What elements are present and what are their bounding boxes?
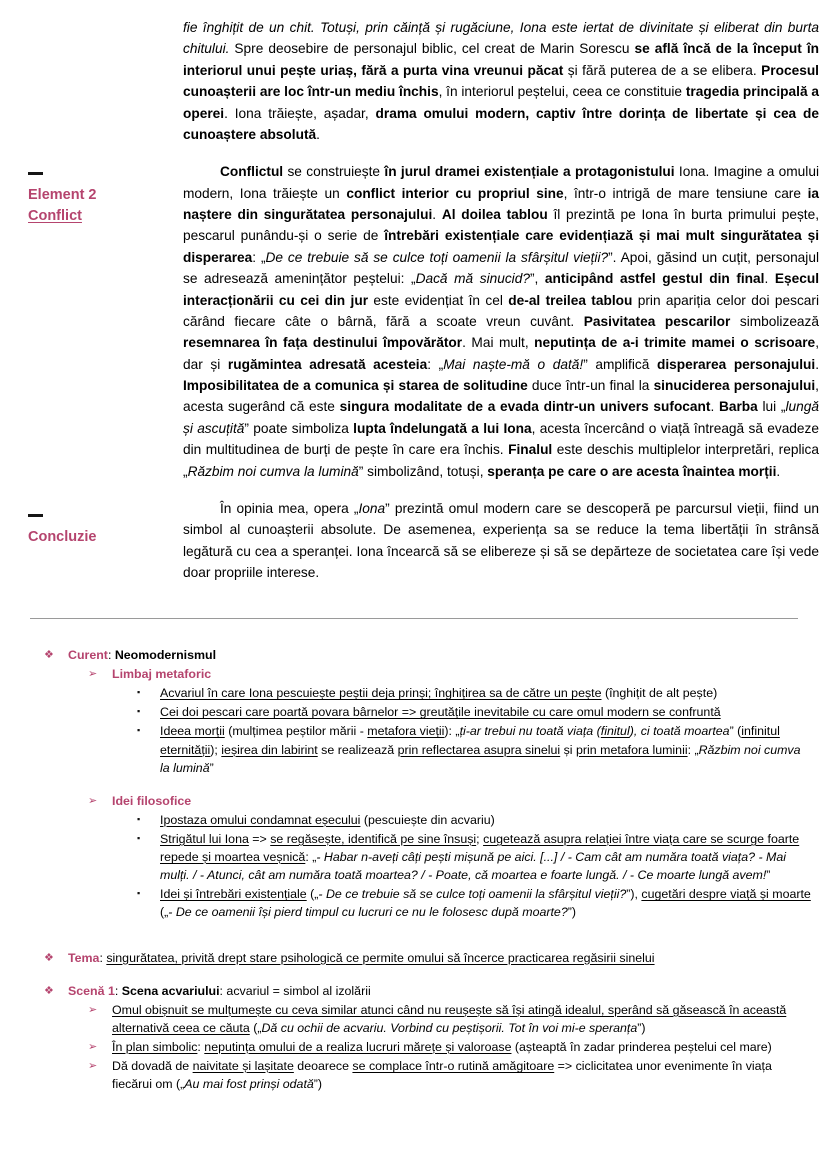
text-run: Dă cu ochii de acvariu. Vorbind cu peștișorii. Tot în voi mi-e speranța	[261, 1020, 638, 1035]
text-run: ”	[766, 868, 771, 883]
text-run: Al doilea tablou	[441, 207, 548, 222]
square-bullet-icon: ▪	[137, 832, 141, 843]
margin-label-text: Conflict	[28, 208, 82, 225]
text-run: - De ce trebuie să se culce toți oamenii la sfârșitul vieții?	[318, 887, 627, 902]
text-run: metafora vieții	[367, 724, 445, 739]
text-run: Iona	[358, 500, 386, 516]
text-run: ” simbolizând, totuși,	[358, 463, 488, 479]
text-run: Spre deosebire de personajul biblic, cel creat de Marin Sorescu	[229, 41, 635, 57]
text-run: : acvariul = simbol al izolării	[219, 983, 371, 998]
text-run: , acesta încercând o viață întreagă să evadeze din multitudinea de burți de pește în care era închis.	[183, 420, 819, 458]
text-run: („	[306, 887, 319, 902]
text-run: lungă și ascuțită	[183, 399, 819, 436]
note-text	[112, 1040, 772, 1054]
note-item	[40, 792, 812, 810]
text-run: Strigătul lui Iona	[160, 831, 249, 846]
text-run: de-al treilea tablou	[508, 292, 633, 308]
text-run: => ciclicitatea unor evenimente în viața fiecărui om („	[112, 1059, 772, 1092]
text-run: Ipostaza omului condamnat eșecului	[160, 812, 361, 827]
text-run: ” amplifică	[583, 356, 657, 372]
diamond-bullet-icon: ❖	[44, 984, 54, 997]
text-run: Tema	[68, 950, 100, 965]
text-run: ” prezintă omul modern care se descoperă pe parcursul vieții, fiind un simbol al cunoașterii absolute. De asemenea, experiența sa se reduce la tema libertății în strânsă legătură cu cea a speranței. Iona încearcă să se elibereze și să se depărteze de societatea care își vede doar propriile interese.	[183, 500, 820, 580]
text-run: : „	[252, 249, 266, 265]
note-item	[40, 1057, 812, 1093]
margin-label-element-2-conflict	[28, 172, 178, 227]
text-run: se regăsește, identifică pe sine însuși	[270, 831, 477, 846]
margin-label-text: Element 2	[28, 187, 97, 203]
dash-icon	[28, 514, 43, 517]
text-run: .	[316, 126, 320, 142]
text-run: Dacă mă sinucid?	[415, 271, 530, 287]
text-run: ”. Apoi, găsind un cuțit, personajul se adresează amenințător peștelui: „	[183, 249, 819, 287]
note-text	[112, 794, 191, 808]
text-run: Ideea morții	[160, 724, 225, 739]
text-run: Pasivitatea pescarilor	[583, 313, 731, 329]
text-run: De ce trebuie să se culce toți oamenii la sfârșitul vieții?	[265, 249, 609, 265]
text-run: Imposibilitatea de a comunica și starea de solitudine	[183, 378, 528, 393]
text-run: se realizează	[317, 742, 398, 757]
note-item	[40, 830, 812, 884]
text-run: („	[160, 905, 169, 920]
text-run: .	[710, 399, 719, 415]
text-run: . Mai mult,	[462, 335, 535, 351]
text-run: este deschis multiplelor interpretări, replica „	[183, 442, 819, 479]
text-run: deoarece	[293, 1059, 353, 1074]
text-run: ),	[629, 724, 641, 739]
text-run: , într-o intrigă de mare tensiune care	[563, 185, 808, 201]
text-run: naivitate și lașitate	[192, 1059, 294, 1074]
text-run: ”)	[637, 1020, 646, 1035]
note-text	[160, 686, 717, 700]
text-run: cugetează asupra relației între viața care se scurge foarte repede și moartea veșnică	[160, 831, 800, 865]
text-run: .	[432, 207, 442, 222]
text-run: Limbaj metaforic	[112, 667, 212, 682]
note-text	[112, 1003, 786, 1035]
text-run: Idei filosofice	[112, 793, 192, 808]
text-run: Finalul	[508, 442, 553, 458]
text-run: );	[210, 742, 222, 757]
note-text	[112, 667, 211, 681]
text-run: și fără puterea de a se elibera.	[563, 62, 762, 78]
text-run: ”,	[529, 271, 545, 287]
text-run: conflict interior cu propriul sine	[346, 185, 564, 201]
text-run: ți-ar trebui nu toată viața	[459, 724, 594, 739]
text-run: lupta îndelungată a lui Iona	[353, 420, 532, 436]
text-run: .	[815, 356, 820, 372]
text-run: : „	[687, 742, 699, 757]
text-run: Dă dovadă de	[112, 1059, 193, 1074]
text-run: Scenă 1	[68, 983, 115, 998]
text-run: ”)	[313, 1077, 323, 1092]
text-run: :	[107, 648, 115, 662]
text-run: : „	[427, 356, 444, 372]
text-run: .	[764, 271, 775, 287]
text-run: ”),	[626, 887, 642, 902]
square-bullet-icon: ▪	[137, 687, 141, 698]
text-run: Eșecul interacționării cu cei din jur	[183, 271, 820, 308]
text-run: (așteaptă în zadar prinderea peștelui cel mare)	[511, 1039, 772, 1054]
text-run: Neomodernismul	[114, 648, 217, 662]
text-run: resemnarea în fața destinului împovărător	[183, 335, 463, 351]
text-run: întrebări existențiale care evidențiază și mai mult singurătatea și disperarea	[183, 228, 819, 265]
diamond-bullet-icon: ❖	[44, 951, 54, 964]
text-run: Idei și întrebări existențiale	[160, 887, 307, 902]
note-text	[160, 705, 721, 719]
section-divider	[30, 618, 798, 619]
text-run: anticipând astfel gestul din final	[544, 271, 765, 287]
note-item	[40, 703, 812, 721]
note-item	[40, 646, 812, 664]
square-bullet-icon: ▪	[137, 888, 141, 899]
text-run: duce într-un final la	[527, 378, 654, 393]
text-run: finitul	[600, 724, 630, 739]
note-item	[40, 949, 812, 967]
text-run: Răzbim noi cumva la lumină	[160, 742, 801, 775]
text-run: ” (	[729, 724, 742, 739]
text-run: sinuciderea personajului	[653, 378, 816, 393]
text-run: cugetări despre viață și moarte	[641, 887, 811, 902]
text-run: Scena acvariului	[121, 983, 220, 998]
arrow-bullet-icon: ➢	[88, 668, 98, 681]
text-run: (mulțimea peștilor mării -	[224, 724, 368, 739]
text-run: Au mai fost prinși odată	[184, 1077, 314, 1092]
arrow-bullet-icon: ➢	[88, 1060, 98, 1073]
text-run: prin apariția celor doi pescari cărând fiecare câte o bârnă, fără a scoate vreun cuvânt.	[183, 292, 819, 329]
text-run: în jurul dramei existențiale a protagonistului	[384, 164, 675, 180]
text-run: se află încă de la început în interiorul unui pește uriaș, fără a purta vina vreunui păcat	[183, 41, 819, 78]
text-run: . Iona trăiește, așadar,	[224, 105, 376, 121]
note-text	[160, 724, 801, 774]
text-run: Iona. Imagine a omului modern, Iona trăiește un	[183, 164, 819, 201]
note-item	[40, 665, 812, 683]
note-text	[160, 832, 799, 882]
note-text	[68, 648, 216, 662]
note-text	[68, 984, 371, 998]
diamond-bullet-icon: ❖	[44, 649, 54, 661]
text-run: (înghițit de alt pește)	[601, 686, 718, 701]
text-run: - Habar n-aveți câți pești mișună pe aici. [...] / - Cam cât am număra toată viața? - Mai mulți. / - Atunci, cât am număra toată moartea? / - Poate, că moartea e foarte lungă. / - Ce moarte lungă avem!	[160, 850, 786, 883]
paragraph-conclusion	[183, 498, 819, 584]
text-run: :	[197, 1039, 205, 1054]
text-run: - De ce oamenii își pierd timpul cu lucruri ce nu le folosesc după moarte?	[168, 905, 568, 920]
text-run: simbolizează	[730, 313, 819, 329]
text-run: ieșirea din labirint	[221, 742, 318, 757]
text-run: ia naștere din singurătatea personajului	[183, 185, 819, 222]
text-run: neputința de a-i trimite mamei o scrisoare	[534, 335, 816, 351]
text-run: este evidențiat în cel	[368, 292, 509, 308]
text-run: se complace într-o rutină amăgitoare	[352, 1059, 555, 1074]
arrow-bullet-icon: ➢	[88, 1040, 98, 1053]
text-run: se construiește	[283, 164, 385, 180]
text-run: .	[776, 463, 781, 479]
note-item	[40, 722, 812, 776]
text-run: ”	[209, 760, 214, 775]
text-run: îl prezintă pe Iona în burta primului pește, pescarul punându-și o serie de	[183, 207, 820, 244]
text-run: Mai naște-mă o dată!	[443, 356, 584, 372]
text-run: ;	[476, 831, 484, 846]
text-run: Omul obișnuit se mulțumește cu ceva similar atunci când nu reușește să își atingă idealul, sperând să găsească în această alternativă ceea ce căuta	[112, 1002, 787, 1035]
text-run: Acvariul în care Iona pescuiește peștii deja prinși; înghițirea sa de către un pește	[160, 686, 602, 701]
arrow-bullet-icon: ➢	[88, 794, 98, 807]
text-run: Curent	[68, 648, 108, 662]
text-run: prin reflectarea asupra sinelui	[397, 742, 561, 757]
note-item	[40, 1038, 812, 1056]
text-run: speranța pe care o are acesta înaintea morții	[487, 463, 777, 479]
text-run: singura modalitate de a evada dintr-un univers sufocant	[339, 399, 711, 415]
text-run: neputința omului de a realiza lucruri mărețe și valoroase	[204, 1039, 512, 1054]
note-item	[40, 811, 812, 829]
note-item	[40, 1001, 812, 1037]
note-text	[160, 887, 811, 919]
text-run: drama omului modern, captiv între dorința de libertate și cea de cunoaștere absolută	[183, 105, 819, 142]
text-run: În plan simbolic	[112, 1039, 198, 1054]
text-run: Procesul cunoașterii are loc într-un mediu închis	[183, 62, 819, 100]
text-run: fie înghițit de un chit. Totuși, prin căință și rugăciune, Iona este iertat de divinitate și eliberat din burta chitului.	[183, 20, 819, 57]
text-run: și	[560, 742, 577, 757]
text-run: rugămintea adresată acesteia	[227, 356, 428, 372]
text-run: :	[99, 950, 107, 965]
text-run: Barba	[718, 399, 758, 415]
square-bullet-icon: ▪	[137, 706, 141, 717]
text-run: Răzbim noi cumva la lumină	[187, 463, 359, 479]
text-run: În opinia mea, opera „	[220, 500, 359, 516]
text-run: („	[249, 1020, 262, 1035]
text-run: singurătatea, privită drept stare psihologică ce permite omului să încerce practicarea regăsirii sinelui	[106, 950, 655, 965]
note-text	[160, 813, 495, 827]
note-item	[40, 684, 812, 702]
note-item	[40, 982, 812, 1000]
margin-label-concluzie	[28, 514, 178, 548]
arrow-bullet-icon: ➢	[88, 1003, 98, 1016]
text-run: Conflictul	[220, 164, 284, 180]
text-run: (pescuiește din acvariu)	[360, 812, 495, 827]
dash-icon	[28, 172, 43, 175]
notes-section	[40, 646, 812, 1094]
text-run: , acesta sugerând că este	[183, 378, 819, 415]
text-run: , în interiorul peștelui, ceea ce constituie	[438, 84, 686, 100]
text-run: prin metafora luminii	[576, 742, 688, 757]
text-run: disperarea personajului	[656, 356, 816, 372]
text-run: lui „	[757, 399, 786, 415]
document-body	[183, 17, 819, 583]
text-run: ”)	[567, 905, 576, 920]
text-run: Cei doi pescari care poartă povara bârnelor => greutățile inevitabile cu care omul modern se confruntă	[160, 705, 721, 720]
note-text	[112, 1059, 772, 1091]
text-run: ): „	[444, 724, 460, 739]
square-bullet-icon: ▪	[137, 813, 141, 824]
paragraph-biblical-comparison	[183, 17, 819, 145]
text-run: =>	[248, 831, 271, 846]
margin-label-text: Concluzie	[28, 529, 97, 545]
note-item	[40, 885, 812, 921]
note-text	[68, 951, 655, 965]
text-run: ” poate simboliza	[244, 420, 354, 436]
text-run: infinitul eternității	[160, 724, 780, 757]
text-run: : „	[305, 850, 317, 865]
text-run: ci toată moartea	[640, 724, 730, 739]
square-bullet-icon: ▪	[137, 725, 141, 736]
text-run: tragedia principală a operei	[183, 84, 819, 121]
text-run: :	[114, 983, 122, 998]
text-run: (	[593, 724, 601, 739]
paragraph-conflict	[183, 161, 819, 482]
text-run: , dar și	[183, 335, 819, 372]
